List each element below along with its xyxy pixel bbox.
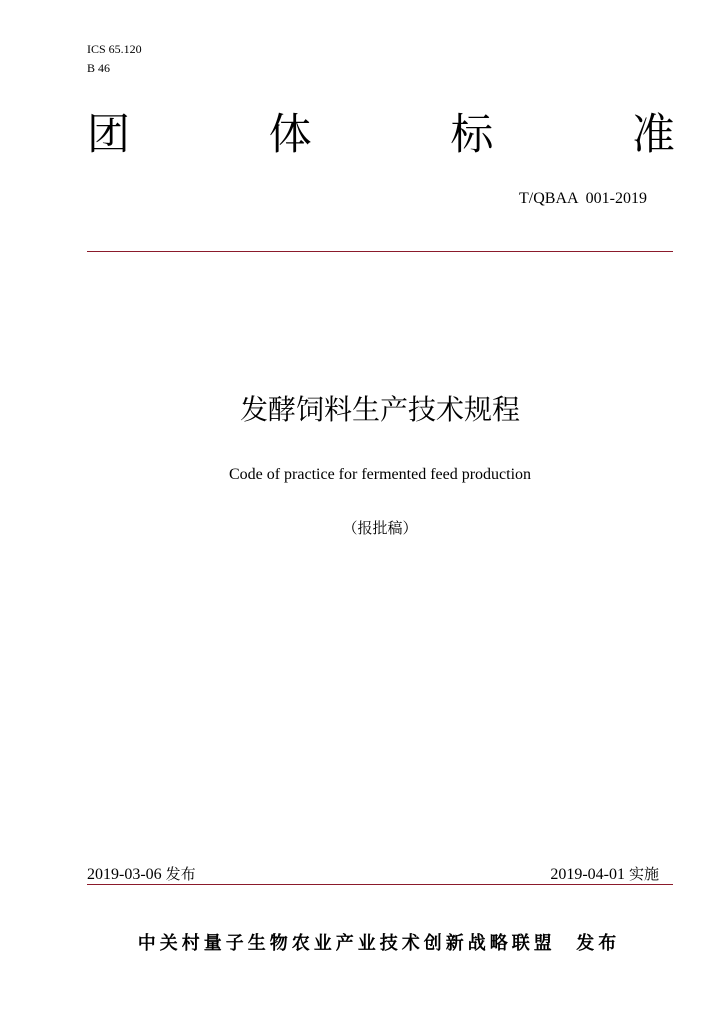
implementation-date: 2019-04-01 [550, 866, 625, 883]
draft-stage: （报批稿） [342, 519, 418, 537]
title-english: Code of practice for fermented feed production [228, 466, 532, 483]
standard-number: T/QBAA 001-2019 [519, 190, 647, 207]
ics-code: ICS 65.120 [87, 42, 142, 56]
ccs-code: B 46 [87, 61, 111, 75]
standard-type-char-4: 准 [631, 110, 675, 160]
issue-label: 发布 [165, 865, 196, 883]
issuer-action: 发布 [576, 933, 621, 954]
implementation-date-line [550, 864, 659, 885]
standard-type-char-3: 标 [450, 110, 494, 160]
issuer-name: 中关村量子生物农业产业技术创新战略联盟 [137, 933, 556, 954]
standard-type-heading [87, 110, 675, 160]
standard-type-char-1: 团 [87, 110, 130, 160]
issue-date-line [87, 864, 196, 885]
bottom-divider [87, 884, 673, 885]
issuer-line [0, 932, 724, 956]
title-chinese: 发酵饲料生产技术规程 [239, 393, 520, 426]
standard-type-char-2: 体 [268, 110, 312, 160]
issue-date: 2019-03-06 [87, 866, 162, 883]
implementation-label: 实施 [628, 865, 659, 883]
top-divider [87, 251, 673, 252]
